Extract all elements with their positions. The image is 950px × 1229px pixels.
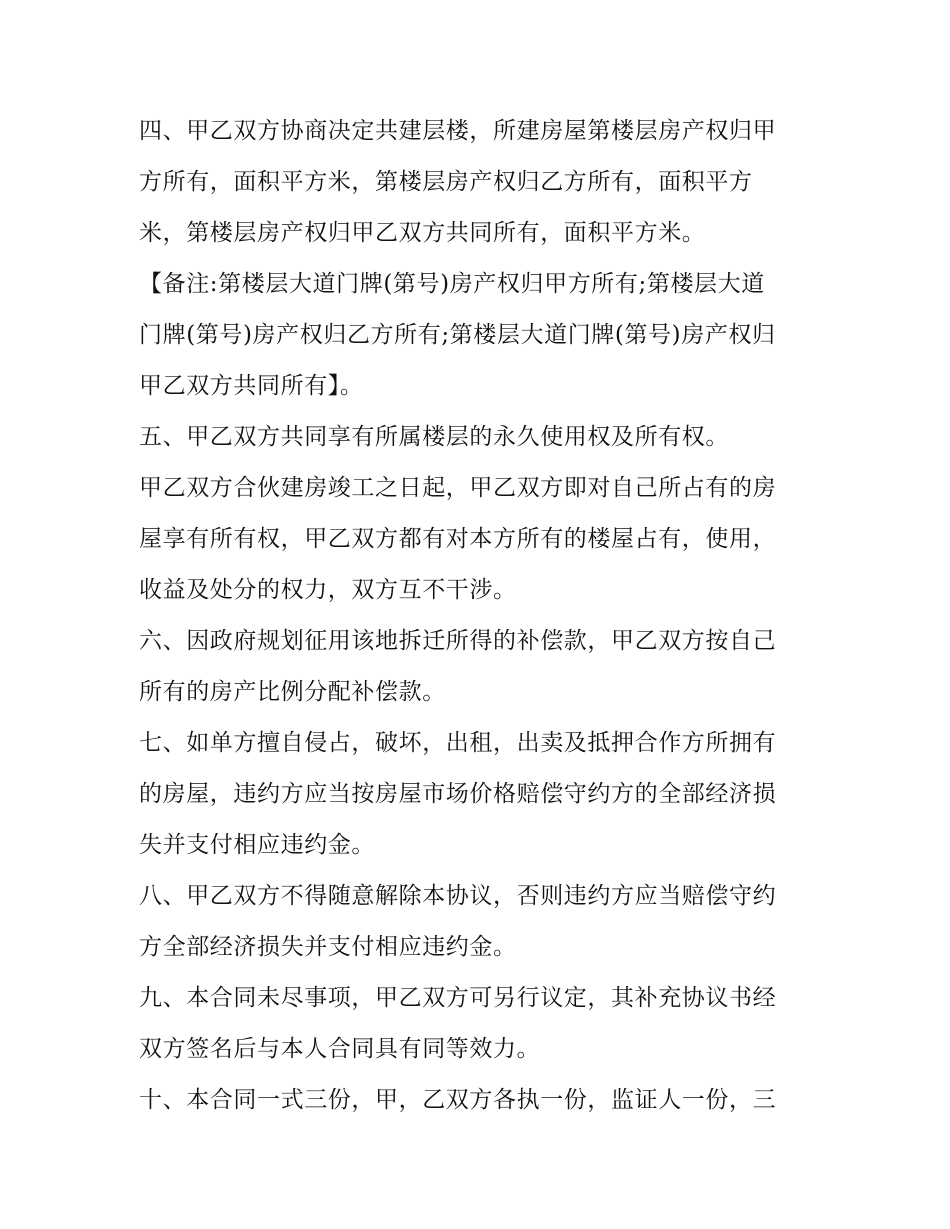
clause-4-line-3: 米，第楼层房产权归甲乙双方共同所有，面积平方米。 <box>139 220 706 246</box>
clause-8-line-1: 八、甲乙双方不得随意解除本协议，否则违约方应当赔偿守约 <box>139 883 777 909</box>
clause-4-line-1: 四、甲乙双方协商决定共建层楼，所建房屋第楼层房产权归甲 <box>139 118 777 144</box>
clause-5-detail-line-3: 收益及处分的权力，双方互不干涉。 <box>139 577 517 603</box>
clause-5-line-1: 五、甲乙双方共同享有所属楼层的永久使用权及所有权。 <box>139 424 729 450</box>
clause-7-line-3: 失并支付相应违约金。 <box>139 832 375 858</box>
clause-8-line-2: 方全部经济损失并支付相应违约金。 <box>139 934 517 960</box>
remark-line-2: 门牌(第号)房产权归乙方所有;第楼层大道门牌(第号)房产权归 <box>139 322 776 348</box>
contract-text-body <box>139 106 819 1126</box>
clause-7-line-1: 七、如单方擅自侵占，破坏，出租，出卖及抵押合作方所拥有 <box>139 730 777 756</box>
remark-line-1: 【备注:第楼层大道门牌(第号)房产权归甲方所有;第楼层大道 <box>139 271 765 297</box>
clause-9-line-2: 双方签名后与本人合同具有同等效力。 <box>139 1036 541 1062</box>
clause-10-line-1: 十、本合同一式三份，甲，乙双方各执一份，监证人一份，三 <box>139 1087 777 1113</box>
clause-6-line-1: 六、因政府规划征用该地拆迁所得的补偿款，甲乙双方按自己 <box>139 628 777 654</box>
clause-6-line-2: 所有的房产比例分配补偿款。 <box>139 679 446 705</box>
clause-9-line-1: 九、本合同未尽事项，甲乙双方可另行议定，其补充协议书经 <box>139 985 777 1011</box>
remark-line-3: 甲乙双方共同所有】。 <box>139 373 364 399</box>
clause-4-line-2: 方所有，面积平方米，第楼层房产权归乙方所有，面积平方 <box>139 169 753 195</box>
clause-7-line-2: 的房屋，违约方应当按房屋市场价格赔偿守约方的全部经济损 <box>139 781 777 807</box>
clause-5-detail-line-1: 甲乙双方合伙建房竣工之日起，甲乙双方即对自己所占有的房 <box>139 475 777 501</box>
clause-5-detail-line-2: 屋享有所有权，甲乙双方都有对本方所有的楼屋占有，使用， <box>139 526 777 552</box>
